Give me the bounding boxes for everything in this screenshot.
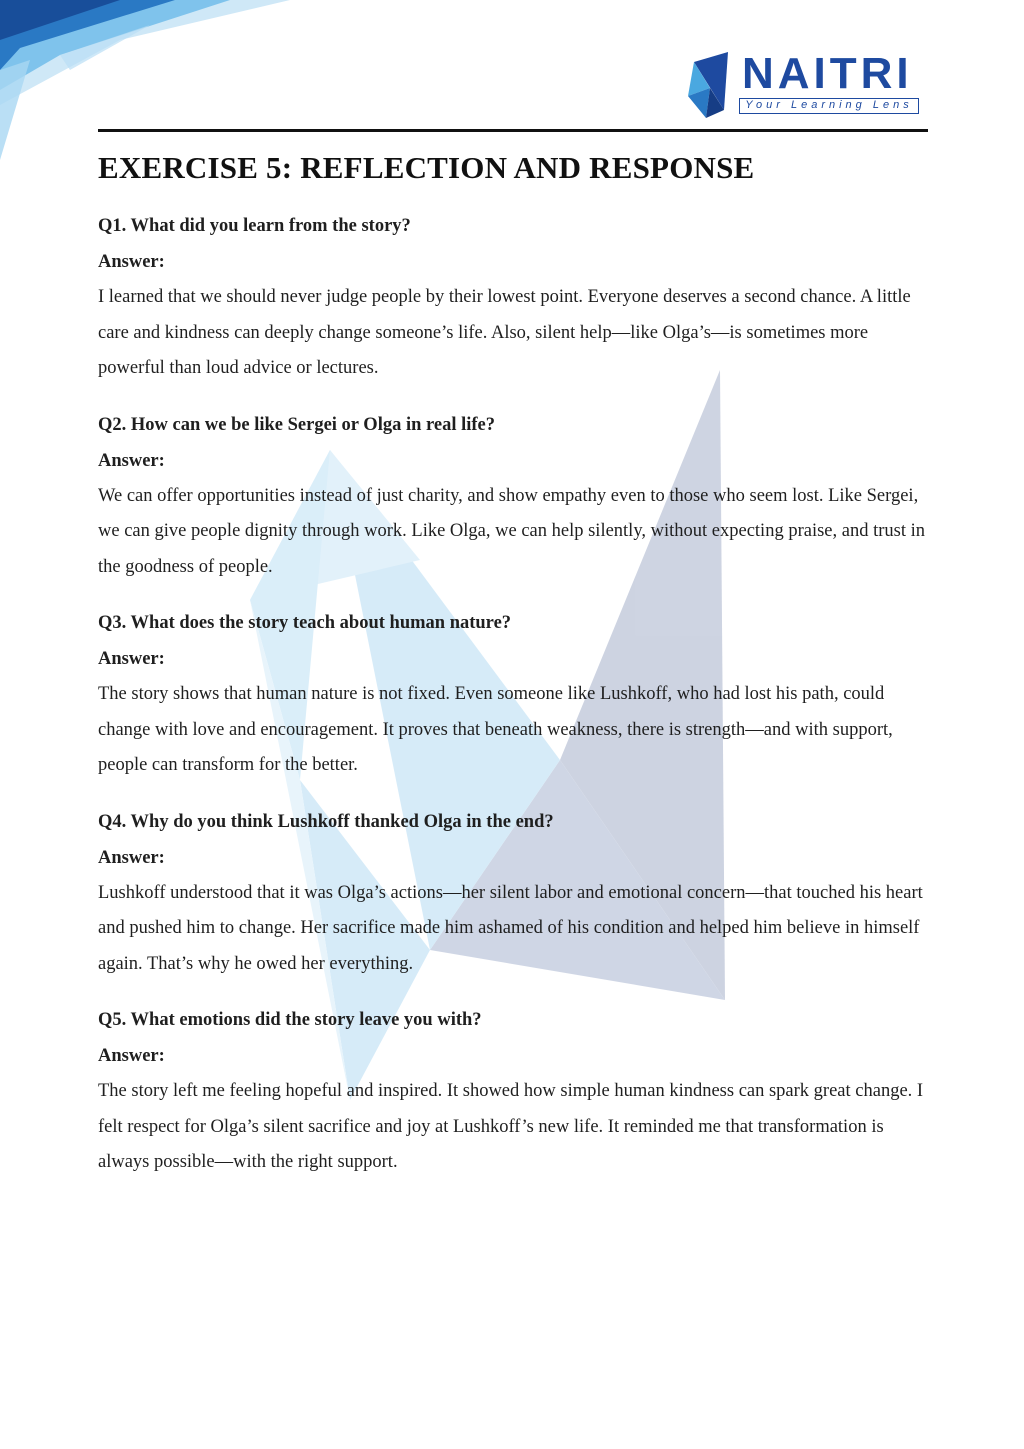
answer-label: Answer: (98, 450, 165, 471)
qa-item (98, 605, 938, 784)
question-text: Q2. How can we be like Sergei or Olga in real life? (98, 414, 496, 435)
answer-text: I learned that we should never judge people by their lowest point. Everyone deserves a second chance. A little care and kindness can deeply change someone’s life. Also, silent help—like Olga’s—is sometimes more powerful than loud advice or lectures. (98, 287, 911, 378)
answer-label: Answer: (98, 1046, 165, 1066)
corner-decoration (0, 0, 290, 160)
brand-logo (684, 48, 934, 120)
answer-label: Answer: (98, 649, 165, 669)
question-text: Q4. Why do you think Lushkoff thanked Olga in the end? (98, 811, 554, 832)
answer-text: The story shows that human nature is not fixed. Even someone like Lushkoff, who had lost his path, could change with love and encouragement. It proves that beneath weakness, there is strength—and with support, people can transform for the better. (98, 684, 893, 775)
answer-text: The story left me feeling hopeful and inspired. It showed how simple human kindness can spark great change. I felt respect for Olga’s silent sacrifice and joy at Lushkoff’s new life. It reminded me that transformation is always possible—with the right support. (98, 1081, 924, 1172)
qa-item (98, 804, 938, 983)
document-body (98, 150, 938, 1201)
question-text: Q1. What did you learn from the story? (98, 216, 411, 236)
header-divider (98, 129, 928, 132)
logo-mark-icon (684, 48, 742, 120)
answer-text: Lushkoff understood that it was Olga’s actions—her silent labor and emotional concern—that touched his heart and pushed him to change. Her sacrifice made him ashamed of his condition and helped him believe in himself again. That’s why he owed her everything. (98, 882, 923, 974)
answer-label: Answer: (98, 252, 165, 272)
answer-label: Answer: (98, 847, 165, 868)
question-text: Q5. What emotions did the story leave you with? (98, 1010, 482, 1030)
brand-tagline: Your Learning Lens (739, 98, 919, 114)
qa-item (98, 407, 938, 586)
brand-name: NAITRI (742, 49, 913, 98)
qa-item (98, 208, 938, 387)
qa-item (98, 1002, 938, 1181)
answer-text: We can offer opportunities instead of just charity, and show empathy even to those who seem lost. Like Sergei, we can give people dignity through work. Like Olga, we can help silently, without expecting praise, and trust in the goodness of people. (98, 485, 925, 577)
page-title: EXERCISE 5: REFLECTION AND RESPONSE (98, 150, 755, 185)
question-text: Q3. What does the story teach about human nature? (98, 613, 512, 633)
